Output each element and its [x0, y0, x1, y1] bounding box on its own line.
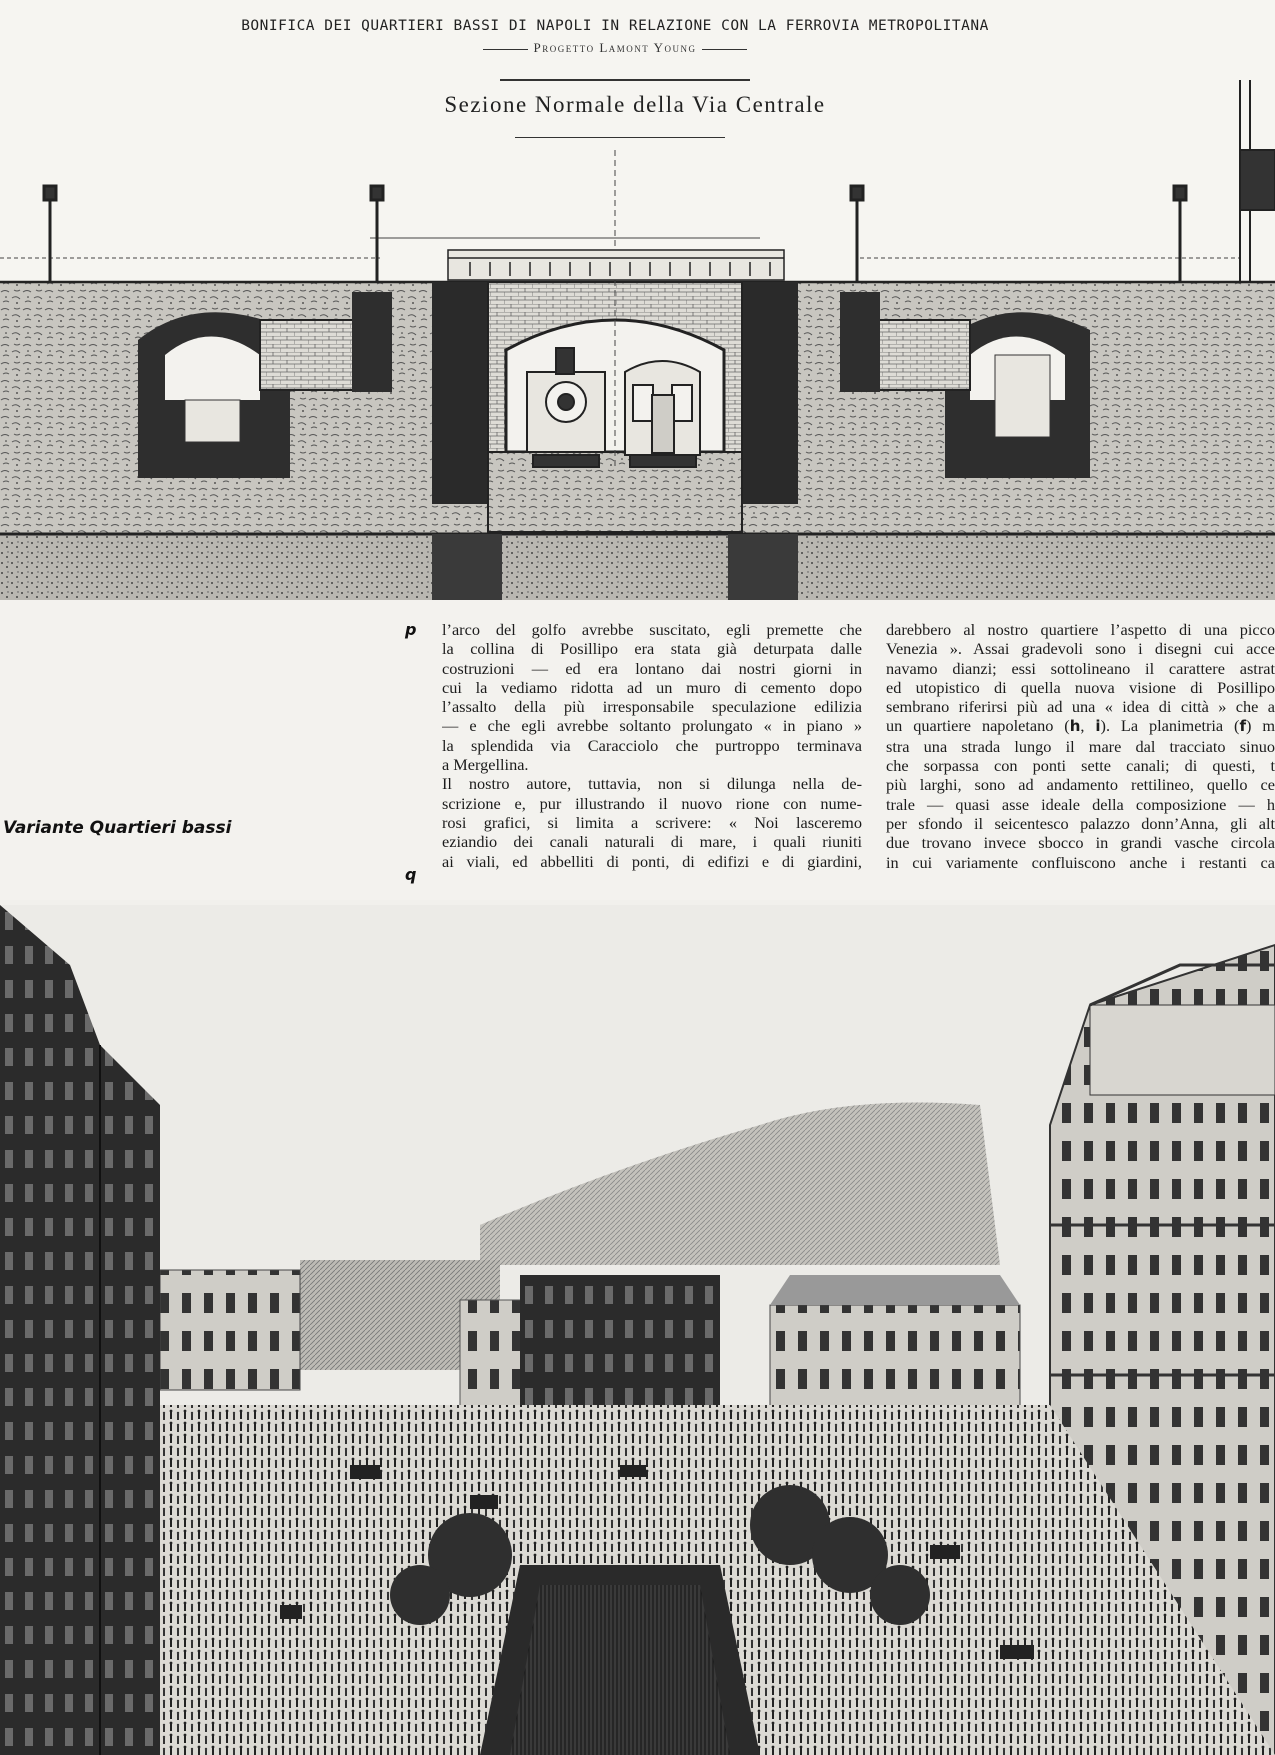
- divider: [702, 49, 747, 50]
- text-line: l’arco del golfo avrebbe suscitato, egli premette che: [442, 620, 862, 639]
- figure-ref-i: i: [1095, 717, 1101, 736]
- text-line: per sfondo il seicentesco palazzo donn’Anna, gli alt: [886, 813, 1275, 833]
- engraving-illustration: [0, 905, 1275, 1755]
- text-line: in cui variamente confluiscono anche i restanti ca: [886, 852, 1275, 872]
- text-line: la collina di Posillipo era stata già deturpata dalle: [442, 639, 862, 659]
- balustrade: [448, 250, 784, 280]
- text-fragment: ). La planimetria (: [1100, 716, 1240, 736]
- text-line: che sorpassa con ponti sette canali; di questi, t: [886, 756, 1275, 776]
- text-line: [886, 716, 1275, 736]
- text-line: ed utopistico di quella nuova visione di Posillipo: [886, 677, 1275, 697]
- text-fragment: ) m: [1246, 716, 1275, 736]
- city-square-engraving: [0, 905, 1275, 1755]
- figure-ref-f: f: [1239, 717, 1247, 736]
- marker-p: p: [405, 620, 417, 639]
- text-line: due trovano invece sbocco in grandi vasche circola: [886, 833, 1275, 853]
- text-line: sembrano riferirsi più ad una « idea di città » che a: [886, 697, 1275, 717]
- text-line: rosi grafici, si limita a scrivere: « Noi lasceremo: [442, 812, 862, 832]
- article-column-1: [442, 620, 862, 871]
- figure-caption: Variante Quartieri bassi: [3, 818, 232, 838]
- text-line: darebbero al nostro quartiere l’aspetto di una picco: [886, 620, 1275, 639]
- carriage-drawing: [625, 361, 700, 467]
- text-line: la splendida via Caracciolo che purtroppo terminava: [442, 735, 862, 755]
- marker-q: q: [405, 865, 417, 884]
- text-line: stra una strada lungo il mare dal tracciato sinuo: [886, 736, 1275, 756]
- text-line: l’assalto della più irresponsabile speculazione edilizia: [442, 697, 862, 717]
- cross-section-illustration: [0, 0, 1275, 600]
- text-line: più larghi, sono ad andamento rettilineo, quello ce: [886, 775, 1275, 795]
- text-line: ai viali, ed abbelliti di ponti, di edifizi e di giardini,: [442, 851, 862, 871]
- text-line: a Mergellina.: [442, 755, 529, 775]
- header-rule: [500, 79, 750, 81]
- article-column-2: [886, 620, 1275, 872]
- divider: [483, 49, 528, 50]
- text-line: cui la vediamo ridotta ad un muro di cemento dopo: [442, 677, 862, 697]
- text-line: trale — quasi asse ideale della composizione — h: [886, 794, 1275, 814]
- subtitle-text: Progetto Lamont Young: [533, 40, 697, 55]
- figure-ref-h: h: [1069, 717, 1081, 736]
- text-fragment: ,: [1080, 716, 1096, 736]
- text-line: Venezia ». Assai gradevoli sono i disegni cui acce: [886, 639, 1275, 659]
- title-underline: [515, 137, 725, 138]
- text-line: costruzioni — ed era lontano dai nostri giorni in: [442, 658, 862, 678]
- cross-section-drawing: [0, 0, 1275, 600]
- section-title: Sezione Normale della Via Centrale: [444, 92, 826, 117]
- text-line: Il nostro autore, tuttavia, non si dilunga nella de-: [442, 774, 862, 794]
- drawing-header-title: BONIFICA DEI QUARTIERI BASSI DI NAPOLI IN RELAZIONE CON LA FERROVIA METROPOLITANA: [241, 18, 989, 34]
- text-line: eziandio dei canali naturali di mare, i quali riuniti: [442, 832, 862, 852]
- drawing-header-subtitle: [200, 40, 1030, 56]
- text-fragment: un quartiere napoletano (: [886, 716, 1070, 736]
- text-line: scrizione e, pur illustrando il nuovo rione con nume-: [442, 793, 862, 813]
- text-line: — e che egli avrebbe soltanto prolungato « in piano »: [442, 716, 862, 736]
- building-fragment: [1240, 80, 1275, 282]
- text-line: navamo dianzi; essi sottolineano il carattere astrat: [886, 658, 1275, 678]
